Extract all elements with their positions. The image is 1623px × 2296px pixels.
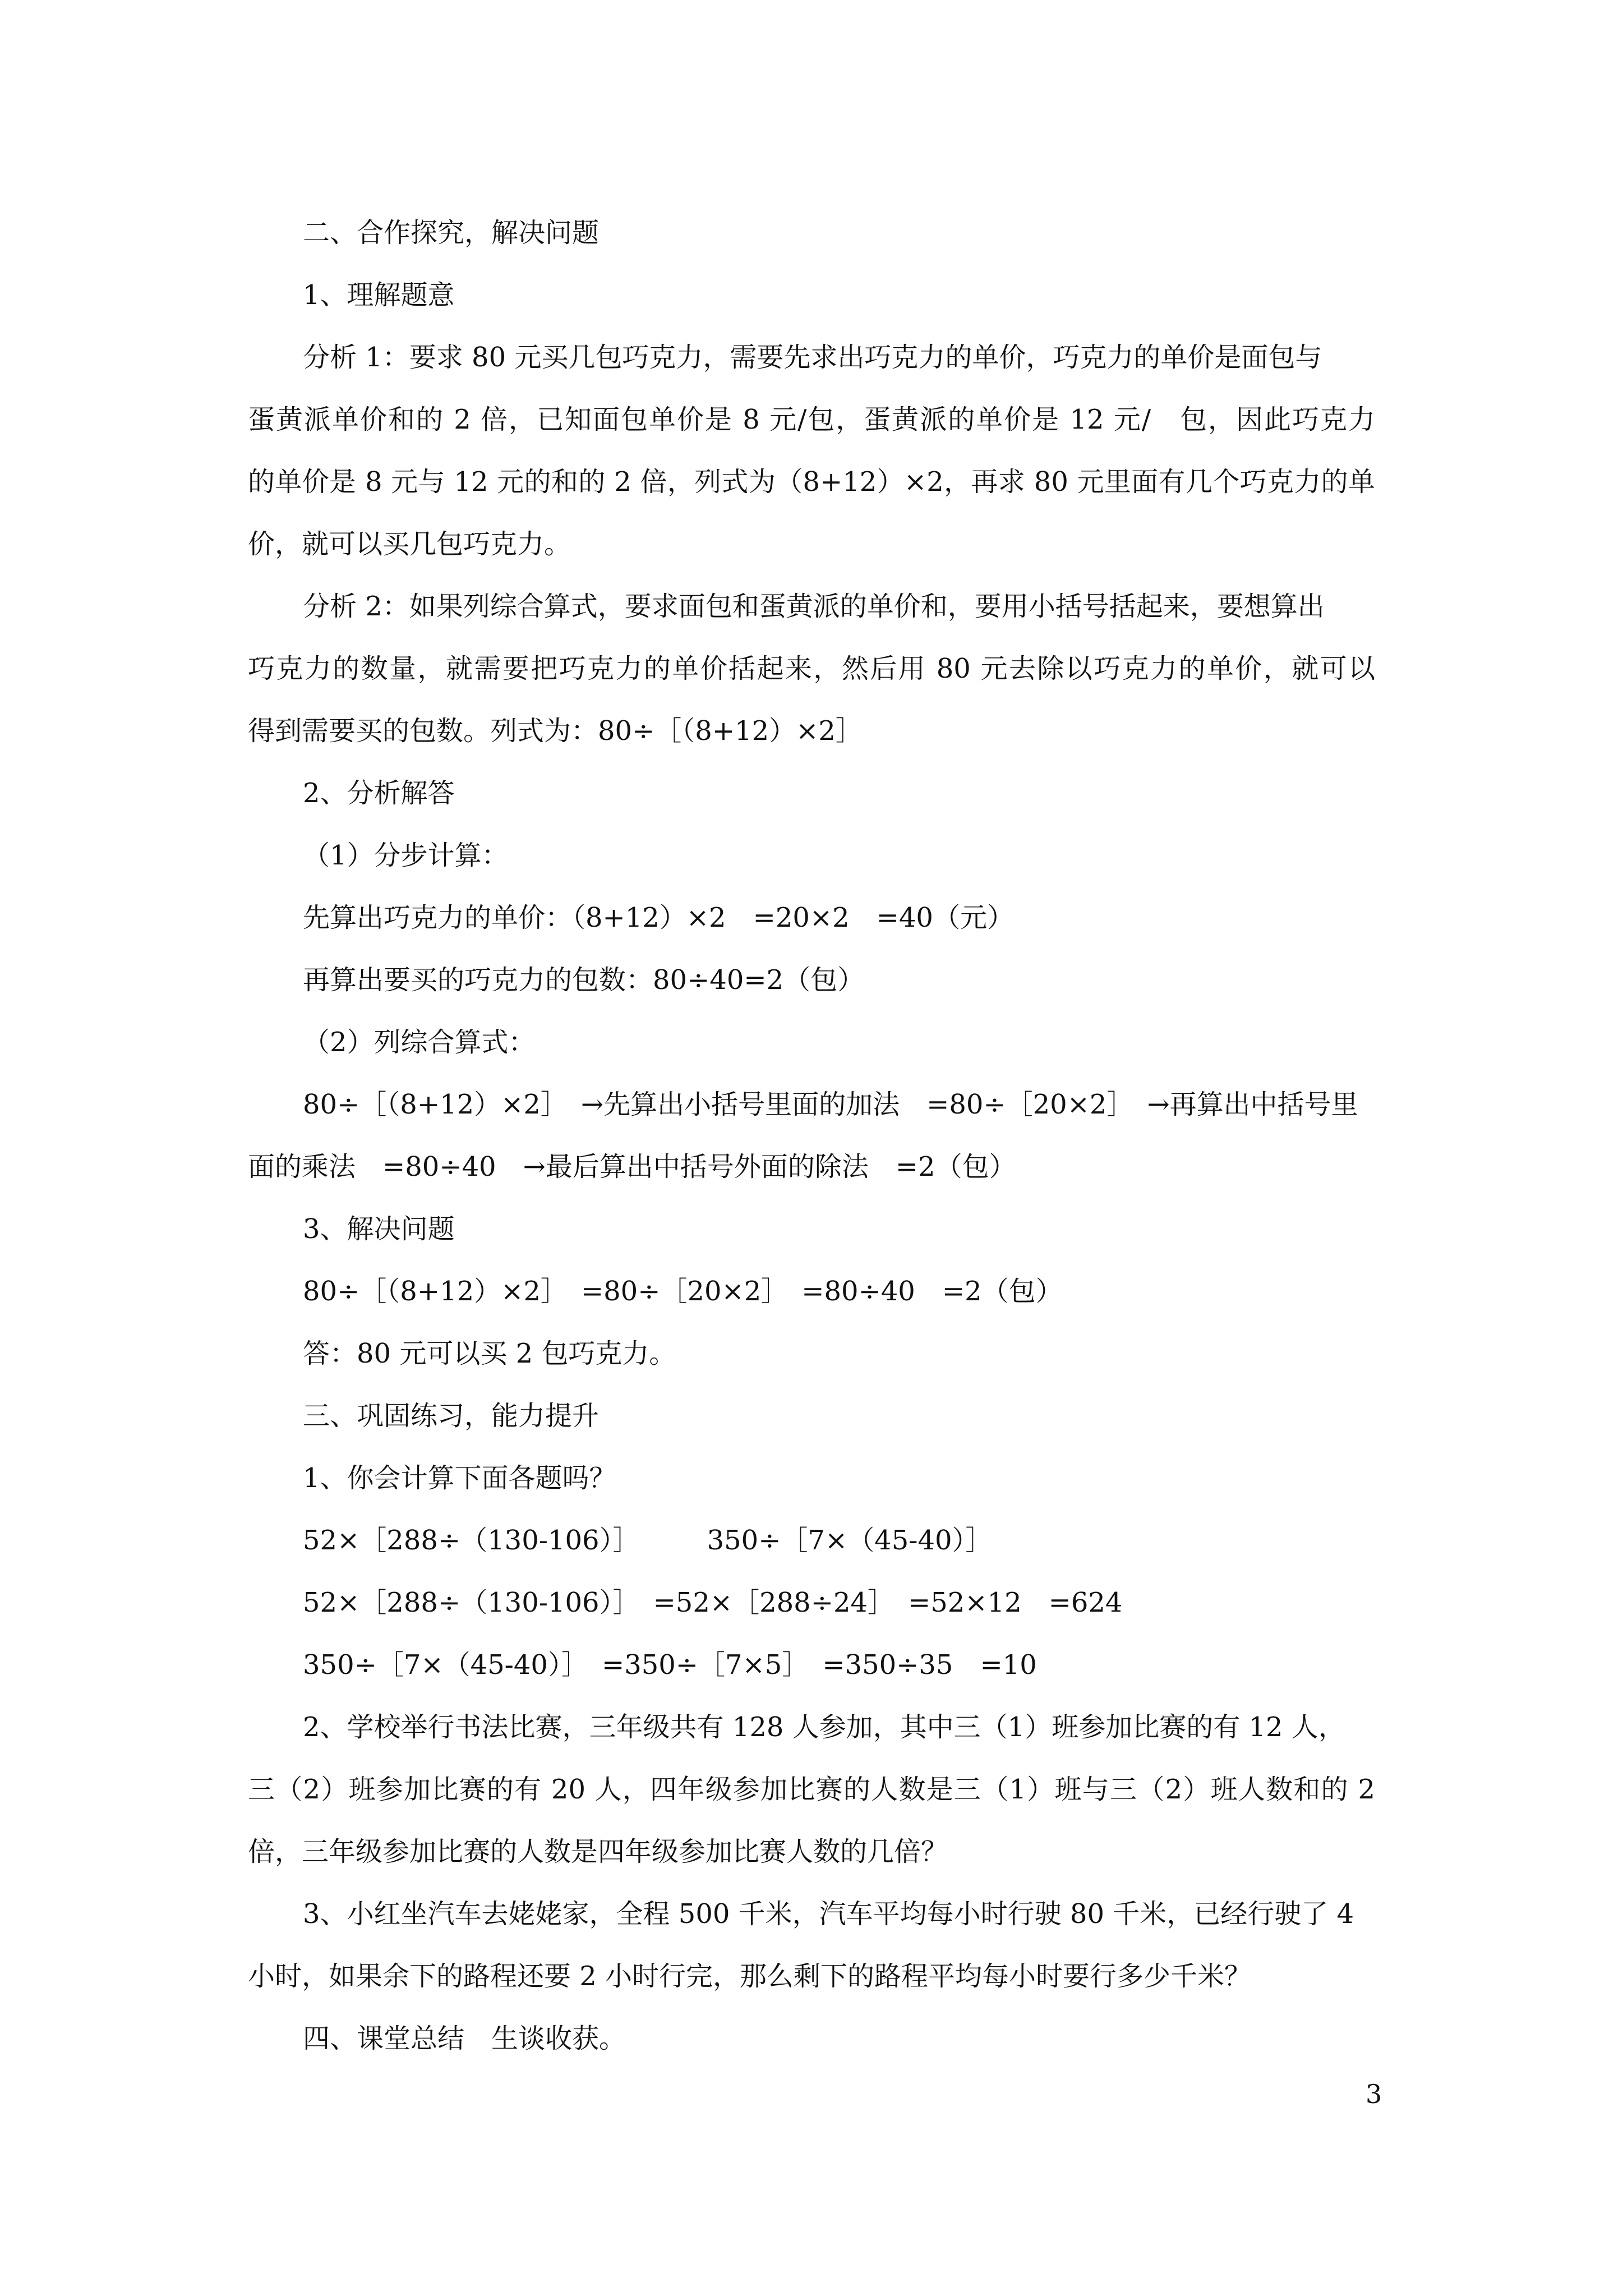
- step-unit-price: 先算出巧克力的单价：（8+12）×2 =20×2 =40（元）: [303, 902, 1014, 933]
- section-heading-summary: 四、课堂总结 生谈收获。: [303, 2023, 626, 2054]
- analysis-2-line-1: 分析 2：如果列综合算式，要求面包和蛋黄派的单价和，要用小括号括起来，要想算出: [303, 591, 1325, 622]
- exercise-3-line-2: 小时，如果余下的路程还要 2 小时行完，那么剩下的路程平均每小时要行多少千米？: [248, 1961, 1252, 1992]
- analysis-1-line-3: 的单价是 8 元与 12 元的和的 2 倍，列式为（8+12）×2，再求 80 元里面有几个巧克力的单: [248, 466, 1375, 498]
- exercise-2-line-3: 倍，三年级参加比赛的人数是四年级参加比赛人数的几倍？: [248, 1836, 948, 1867]
- page-number: 3: [1366, 2079, 1382, 2109]
- exercise-2-line-1: 2、学校举行书法比赛，三年级共有 128 人参加，其中三（1）班参加比赛的有 12 人，: [303, 1711, 1345, 1743]
- combined-formula-heading: （2）列综合算式：: [303, 1027, 536, 1058]
- subheading-understand-problem: 1、理解题意: [303, 279, 455, 311]
- exercise-1-solution-b: 350÷［7×（45-40）］ =350÷［7×5］ =350÷35 =10: [303, 1649, 1037, 1681]
- exercise-1-problems: 52×［288÷（130-106）］ 350÷［7×（45-40）］: [303, 1525, 993, 1556]
- combined-formula-line-2: 面的乘法 =80÷40 →最后算出中括号外面的除法 =2（包）: [248, 1151, 1016, 1182]
- subheading-solve-problem: 3、解决问题: [303, 1213, 455, 1245]
- analysis-1-line-2: 蛋黄派单价和的 2 倍，已知面包单价是 8 元/包，蛋黄派的单价是 12 元/ 包，因此巧克力: [248, 404, 1375, 435]
- answer-line: 答：80 元可以买 2 包巧克力。: [303, 1338, 676, 1369]
- solution-calculation: 80÷［（8+12）×2］ =80÷［20×2］ =80÷40 =2（包）: [303, 1276, 1063, 1307]
- analysis-2-line-2: 巧克力的数量，就需要把巧克力的单价括起来，然后用 80 元去除以巧克力的单价，就可以: [248, 653, 1375, 684]
- section-heading-cooperative-inquiry: 二、合作探究，解决问题: [303, 217, 600, 249]
- analysis-1-line-1: 分析 1：要求 80 元买几包巧克力，需要先求出巧克力的单价，巧克力的单价是面包与: [303, 342, 1322, 373]
- section-heading-practice: 三、巩固练习，能力提升: [303, 1400, 600, 1432]
- exercise-1-solution-a: 52×［288÷（130-106）］ =52×［288÷24］ =52×12 =624: [303, 1587, 1123, 1618]
- exercise-3-line-1: 3、小红坐汽车去姥姥家，全程 500 千米，汽车平均每小时行驶 80 千米，已经行驶了 4: [303, 1898, 1354, 1930]
- exercise-2-line-2: 三（2）班参加比赛的有 20 人，四年级参加比赛的人数是三（1）班与三（2）班人数和的 2: [248, 1774, 1375, 1805]
- exercise-1-prompt: 1、你会计算下面各题吗？: [303, 1462, 616, 1494]
- step-pack-count: 再算出要买的巧克力的包数：80÷40=2（包）: [303, 964, 865, 996]
- analysis-1-line-4: 价，就可以买几包巧克力。: [248, 528, 571, 560]
- subheading-analyze-answer: 2、分析解答: [303, 777, 455, 809]
- analysis-2-line-3: 得到需要买的包数。列式为：80÷［（8+12）×2］: [248, 715, 863, 747]
- combined-formula-line-1: 80÷［（8+12）×2］ →先算出小括号里面的加法 =80÷［20×2］ →再算出中括号里: [303, 1089, 1358, 1120]
- step-by-step-heading: （1）分步计算：: [303, 840, 509, 871]
